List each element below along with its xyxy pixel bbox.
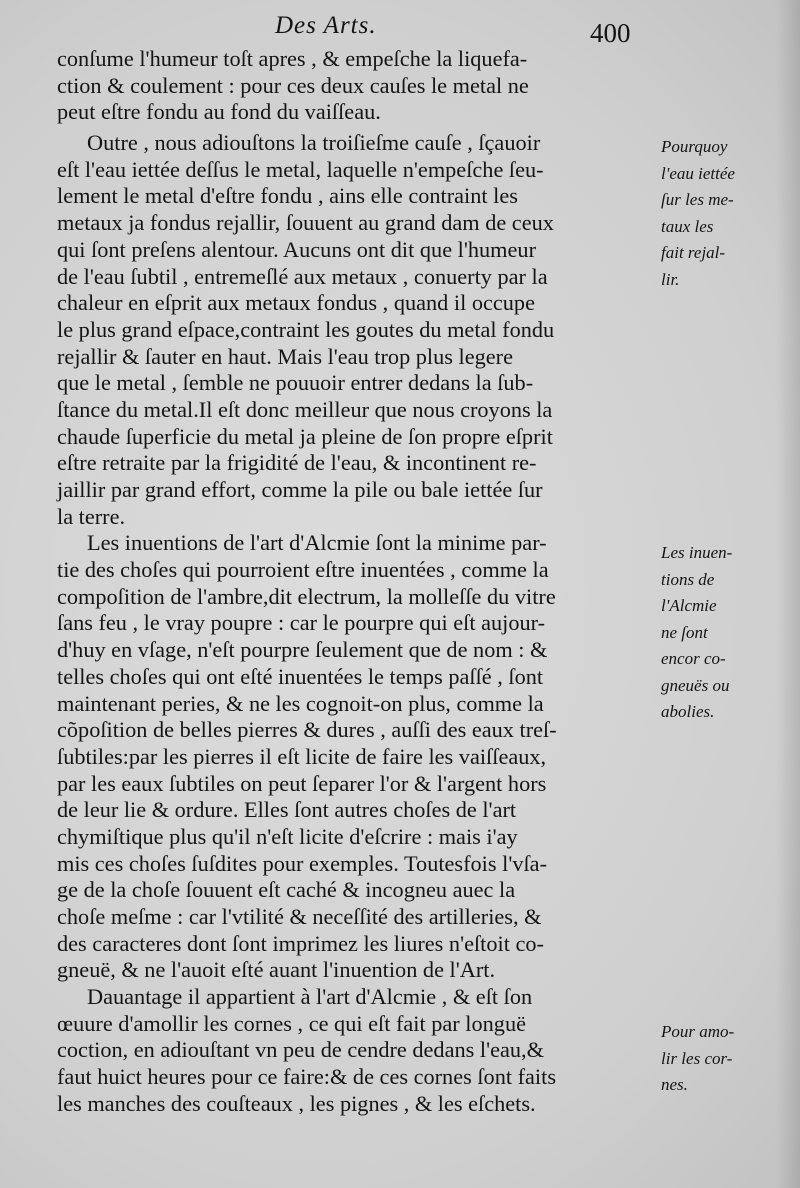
text-line: compoſition de l'ambre,dit electrum, la molleſſe du vitre: [57, 583, 556, 609]
paragraph-start-line: Outre , nous adiouſtons la troiſieſme cauſe , ſçauoir: [87, 130, 541, 156]
text-line: cõpoſition de belles pierres & dures , auſſi des eaux treſ-: [57, 717, 557, 743]
margin-note-line: encor co-: [661, 649, 726, 668]
text-line: ſubtiles:par les pierres il eſt licite de faire les vaiſſeaux,: [57, 743, 547, 769]
text-line: ſtance du metal.Il eſt donc meilleur que nous croyons la: [57, 396, 553, 422]
text-line: chaleur en eſprit aux metaux fondus , quand il occupe: [57, 290, 535, 316]
margin-note: [661, 1019, 786, 1099]
margin-note-line: nes.: [661, 1075, 688, 1094]
margin-note-line: Pourquoy: [661, 137, 728, 156]
paragraph-start-line: Les inuentions de l'art d'Alcmie ſont la minime par-: [87, 530, 547, 556]
text-line: chymiſtique plus qu'il n'eſt licite d'eſcrire : mais i'ay: [57, 823, 518, 849]
margin-note-line: l'eau iettée: [661, 163, 735, 183]
text-line: chaude ſuperficie du metal ja pleine de ſon propre eſprit: [57, 423, 553, 449]
page-header: [0, 6, 800, 46]
paragraph-start-line: Dauantage il appartient à l'art d'Alcmie , & eſt ſon: [87, 984, 533, 1010]
text-line: tie des choſes qui pourroient eſtre inuentées , comme la: [57, 557, 549, 583]
text-line: conſume l'humeur toſt apres , & empeſche la liquefa-: [57, 46, 528, 71]
text-line: eſt l'eau iettée deſſus le metal, laquelle n'empeſche ſeu-: [57, 156, 544, 182]
margin-note-line: l'Alcmie: [661, 596, 717, 615]
text-line: ge de la choſe ſouuent eſt caché & incogneu auec la: [57, 877, 516, 903]
margin-note-line: lir.: [661, 269, 680, 289]
page-number: 400: [590, 18, 631, 48]
text-line: la terre.: [57, 503, 126, 529]
text-line: les manches des couſteaux , les pignes , & les eſchets.: [57, 1090, 536, 1116]
margin-note: [661, 540, 786, 726]
margin-note: [661, 134, 786, 293]
text-line: ſans feu , le vray poupre : car le pourpre qui eſt aujour-: [57, 610, 546, 636]
text-line: metaux ja fondus rejallir, ſouuent au grand dam de ceux: [57, 210, 554, 236]
text-line: gneuë, & ne l'auoit eſté auant l'inuention de l'Art.: [57, 957, 496, 983]
margin-note-line: Les inuen-: [661, 543, 733, 562]
text-line: jaillir par grand effort, comme la pile ou bale iettée ſur: [57, 477, 543, 502]
text-line: rejallir & ſauter en haut. Mais l'eau trop plus legere: [57, 343, 513, 369]
running-title: Des Arts.: [275, 12, 377, 39]
margin-note-line: tions de: [661, 569, 715, 589]
margin-note-line: taux les: [661, 216, 714, 236]
text-line: lement le metal d'eſtre fondu , ains elle contraint les: [57, 183, 518, 209]
margin-note-line: ſur les me-: [661, 190, 734, 209]
text-line: par les eaux ſubtiles on peut ſeparer l'or & l'argent hors: [57, 770, 547, 796]
margin-note-line: Pour amo-: [661, 1022, 735, 1041]
margin-note-line: abolies.: [661, 702, 715, 721]
text-line: des caracteres dont ſont imprimez les liures n'eſtoit co-: [57, 930, 544, 956]
margin-note-line: gneuës ou: [661, 675, 730, 695]
page-edge-shadow: [776, 0, 800, 1188]
margin-note-line: ne ſont: [661, 622, 708, 642]
text-line: faut huict heures pour ce faire:& de ces cornes ſont faits: [57, 1064, 557, 1090]
text-line: ction & coulement : pour ces deux cauſes le metal ne: [57, 72, 529, 98]
text-line: maintenant peries, & ne les cognoit-on plus, comme la: [57, 690, 544, 716]
text-line: telles choſes qui ont eſté inuentées le temps paſſé , ſont: [57, 663, 544, 689]
text-line: œuure d'amollir les cornes , ce qui eſt fait par longuë: [57, 1010, 526, 1036]
text-line: d'huy en vſage, n'eſt pourpre ſeulement que de nom : &: [57, 637, 548, 663]
text-line: le plus grand eſpace,contraint les goutes du metal fondu: [57, 316, 555, 342]
margin-note-line: fait rejal-: [661, 243, 726, 262]
text-line: que le metal , ſemble ne pouuoir entrer dedans la ſub-: [57, 370, 534, 396]
body-text: [57, 46, 657, 1118]
text-line: peut eſtre fondu au fond du vaiſſeau.: [57, 99, 381, 125]
margin-note-line: lir les cor-: [661, 1048, 733, 1068]
text-line: choſe meſme : car l'vtilité & neceſſité des artilleries, &: [57, 904, 542, 929]
text-line: coction, en adiouſtant vn peu de cendre dedans l'eau,&: [57, 1037, 544, 1063]
text-line: de leur lie & ordure. Elles ſont autres choſes de l'art: [57, 797, 517, 823]
text-line: qui ſont preſens alentour. Aucuns ont dit que l'humeur: [57, 236, 536, 262]
text-line: eſtre retraite par la frigidité de l'eau, & incontinent re-: [57, 450, 537, 476]
text-line: mis ces choſes ſuſdites pour exemples. Toutesfois l'vſa-: [57, 850, 548, 876]
text-line: de l'eau ſubtil , entremeſlé aux metaux , conuerty par la: [57, 263, 548, 289]
